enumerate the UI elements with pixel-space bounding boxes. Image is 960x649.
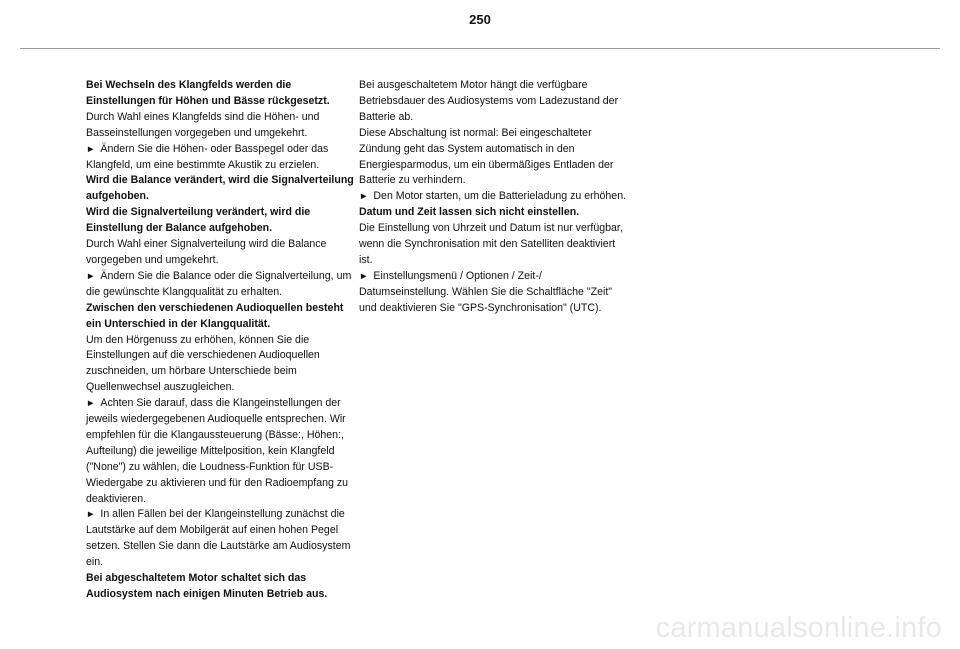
section-heading <box>86 205 354 237</box>
watermark-logo: carmanualsonline.info <box>655 612 942 644</box>
paragraph-text: Zwischen den verschiedenen Audioquellen besteht ein Unterschied in der Klangqualität. <box>86 301 344 330</box>
section-heading <box>86 301 354 333</box>
body-paragraph <box>86 333 354 397</box>
left-column <box>86 78 354 603</box>
paragraph-text: Bei Wechseln des Klangfelds werden die Einstellungen für Höhen und Bässe rückgesetzt. <box>86 79 330 107</box>
paragraph-text: Ändern Sie die Balance oder die Signalverteilung, um die gewünschte Klangqualität zu erhalten. <box>86 269 352 298</box>
paragraph-text: Ändern Sie die Höhen- oder Basspegel oder das Klangfeld, um eine bestimmte Akustik zu erzielen. <box>86 142 329 171</box>
paragraph-text: Durch Wahl eines Klangfelds sind die Höhen- und Basseinstellungen vorgegeben und umgekehrt. <box>86 110 320 139</box>
instruction-step <box>86 396 354 507</box>
right-column <box>359 78 627 317</box>
step-arrow-icon: ► <box>359 270 369 282</box>
paragraph-text: Wird die Signalverteilung verändert, wird die Einstellung der Balance aufgehoben. <box>86 206 311 235</box>
body-paragraph <box>359 221 627 269</box>
instruction-step <box>359 269 627 317</box>
header-divider <box>20 48 940 49</box>
instruction-step <box>86 269 354 301</box>
paragraph-text: Achten Sie darauf, dass die Klangeinstellungen der jeweils wiedergegebenen Audioquelle entsprechen. Wir empfehlen für die Klangaussteuerung (Bässe:, Höhen:, Aufteilung) die jeweilige Mittelposition, kein Klangfeld ("None") zu wählen, die Loudness-Funktion für USB-Wiedergabe zu aktivieren und für den Radioempfang zu deaktivieren. <box>86 397 349 505</box>
instruction-step <box>86 507 354 571</box>
section-heading <box>359 205 627 221</box>
body-paragraph <box>359 126 627 190</box>
paragraph-text: Datum und Zeit lassen sich nicht einstellen. <box>359 206 580 219</box>
paragraph-text: Um den Hörgenuss zu erhöhen, können Sie die Einstellungen auf die verschiedenen Audioquellen zuschneiden, um hörbare Unterschiede beim Quellenwechsel auszugleichen. <box>86 333 320 394</box>
paragraph-text: Den Motor starten, um die Batterieladung zu erhöhen. <box>373 190 627 203</box>
body-paragraph <box>86 237 354 269</box>
instruction-step <box>86 142 354 174</box>
paragraph-text: Einstellungsmenü / Optionen / Zeit-/ Datumseinstellung. Wählen Sie die Schaltfläche "Zeit" und deaktivieren Sie "GPS-Synchronisation" (UTC). <box>359 269 613 314</box>
step-arrow-icon: ► <box>86 509 96 521</box>
step-arrow-icon: ► <box>86 270 96 282</box>
paragraph-text: Bei abgeschaltetem Motor schaltet sich das Audiosystem nach einigen Minuten Betrieb aus. <box>86 572 328 600</box>
section-heading <box>86 173 354 205</box>
paragraph-text: Die Einstellung von Uhrzeit und Datum ist nur verfügbar, wenn die Synchronisation mit den Satelliten deaktiviert ist. <box>359 222 623 266</box>
body-paragraph <box>86 110 354 142</box>
paragraph-text: In allen Fällen bei der Klangeinstellung zunächst die Lautstärke auf dem Mobilgerät auf einen hohen Pegel setzen. Stellen Sie dann die Lautstärke am Audiosystem ein. <box>86 508 351 569</box>
section-heading <box>86 78 354 110</box>
step-arrow-icon: ► <box>359 191 369 203</box>
paragraph-text: Wird die Balance verändert, wird die Signalverteilung aufgehoben. <box>86 174 354 203</box>
paragraph-text: Durch Wahl einer Signalverteilung wird die Balance vorgegeben und umgekehrt. <box>86 238 327 266</box>
step-arrow-icon: ► <box>86 398 96 410</box>
body-paragraph <box>359 78 627 126</box>
paragraph-text: Diese Abschaltung ist normal: Bei eingeschalteter Zündung geht das System automatisch in den Energiesparmodus, um ein übermäßiges Entladen der Batterie zu verhindern. <box>359 126 614 187</box>
page-number: 250 <box>469 12 491 27</box>
step-arrow-icon: ► <box>86 143 96 155</box>
paragraph-text: Bei ausgeschaltetem Motor hängt die verfügbare Betriebsdauer des Audiosystems vom Ladezustand der Batterie ab. <box>359 79 619 123</box>
instruction-step <box>359 189 627 205</box>
section-heading <box>86 571 354 603</box>
